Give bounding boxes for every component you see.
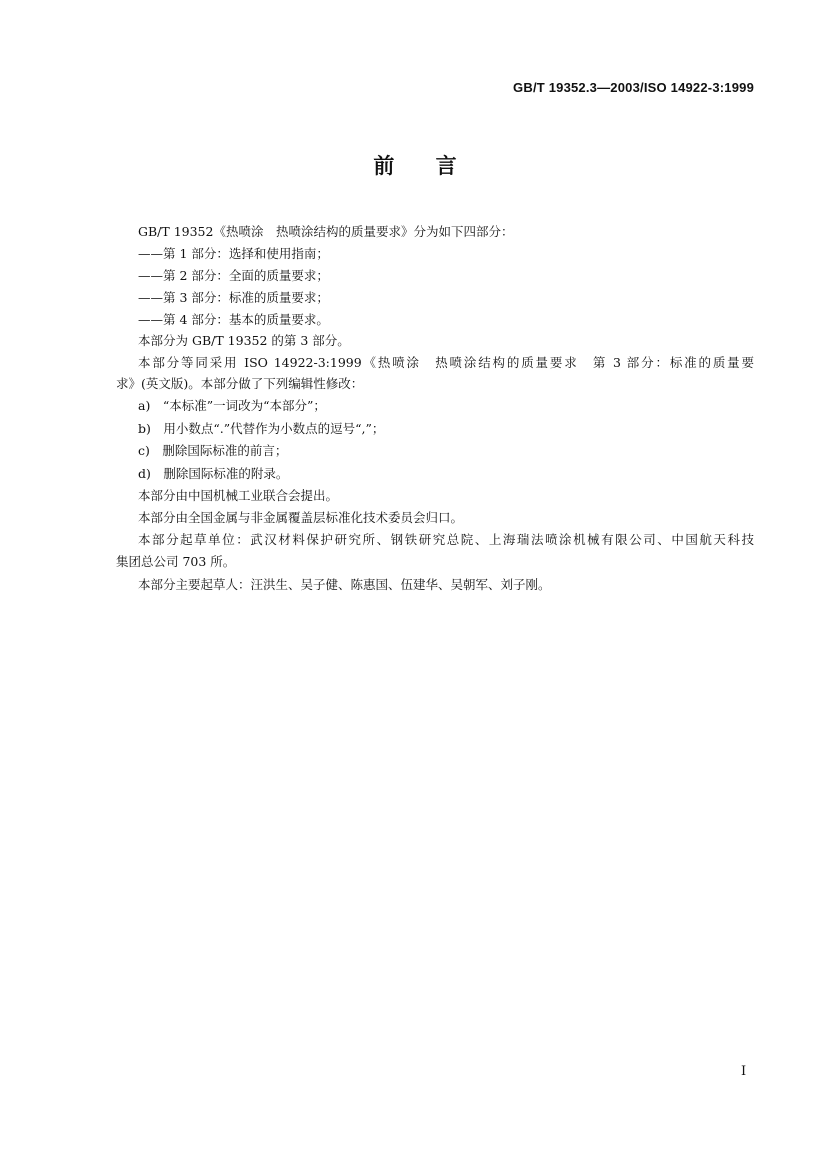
paragraph-drafters: 本部分主要起草人：汪洪生、吴子健、陈惠国、伍建华、吴朝军、刘子刚。 <box>138 577 551 592</box>
paragraph-adoption: 本部分等同采用 ISO 14922-3:1999《热喷涂 热喷涂结构的质量要求 第 3 部分：标准的质量要 <box>138 355 754 370</box>
list-item-c: c) 删除国际标准的前言； <box>138 443 288 458</box>
list-item-a: a) “本标准”一词改为“本部分”； <box>138 398 326 413</box>
paragraph-centralized-by: 本部分由全国金属与非金属覆盖层标准化技术委员会归口。 <box>138 510 464 525</box>
page-number: I <box>741 1064 747 1079</box>
paragraph-parts-intro: GB/T 19352《热喷涂 热喷涂结构的质量要求》分为如下四部分： <box>138 224 514 239</box>
paragraph-drafting-units-cont: 集团总公司 703 所。 <box>116 554 236 569</box>
document-header: GB/T 19352.3—2003/ISO 14922-3:1999 <box>513 80 754 95</box>
list-item-part-4: ——第 4 部分：基本的质量要求。 <box>138 312 329 327</box>
list-item-b: b) 用小数点“.”代替作为小数点的逗号“,”； <box>138 421 385 436</box>
paragraph-adoption-cont: 求》(英文版)。本部分做了下列编辑性修改： <box>116 376 364 391</box>
list-item-part-3: ——第 3 部分：标准的质量要求； <box>138 290 329 305</box>
paragraph-proposed-by: 本部分由中国机械工业联合会提出。 <box>138 488 339 503</box>
paragraph-drafting-units: 本部分起草单位：武汉材料保护研究所、钢铁研究总院、上海瑞法喷涂机械有限公司、中国航天科技 <box>138 532 754 547</box>
page-title: 前 言 <box>373 154 457 178</box>
list-item-part-1: ——第 1 部分：选择和使用指南； <box>138 246 329 261</box>
list-item-part-2: ——第 2 部分：全面的质量要求； <box>138 268 329 283</box>
list-item-d: d) 删除国际标准的附录。 <box>138 466 289 481</box>
paragraph-this-part: 本部分为 GB/T 19352 的第 3 部分。 <box>138 333 350 348</box>
